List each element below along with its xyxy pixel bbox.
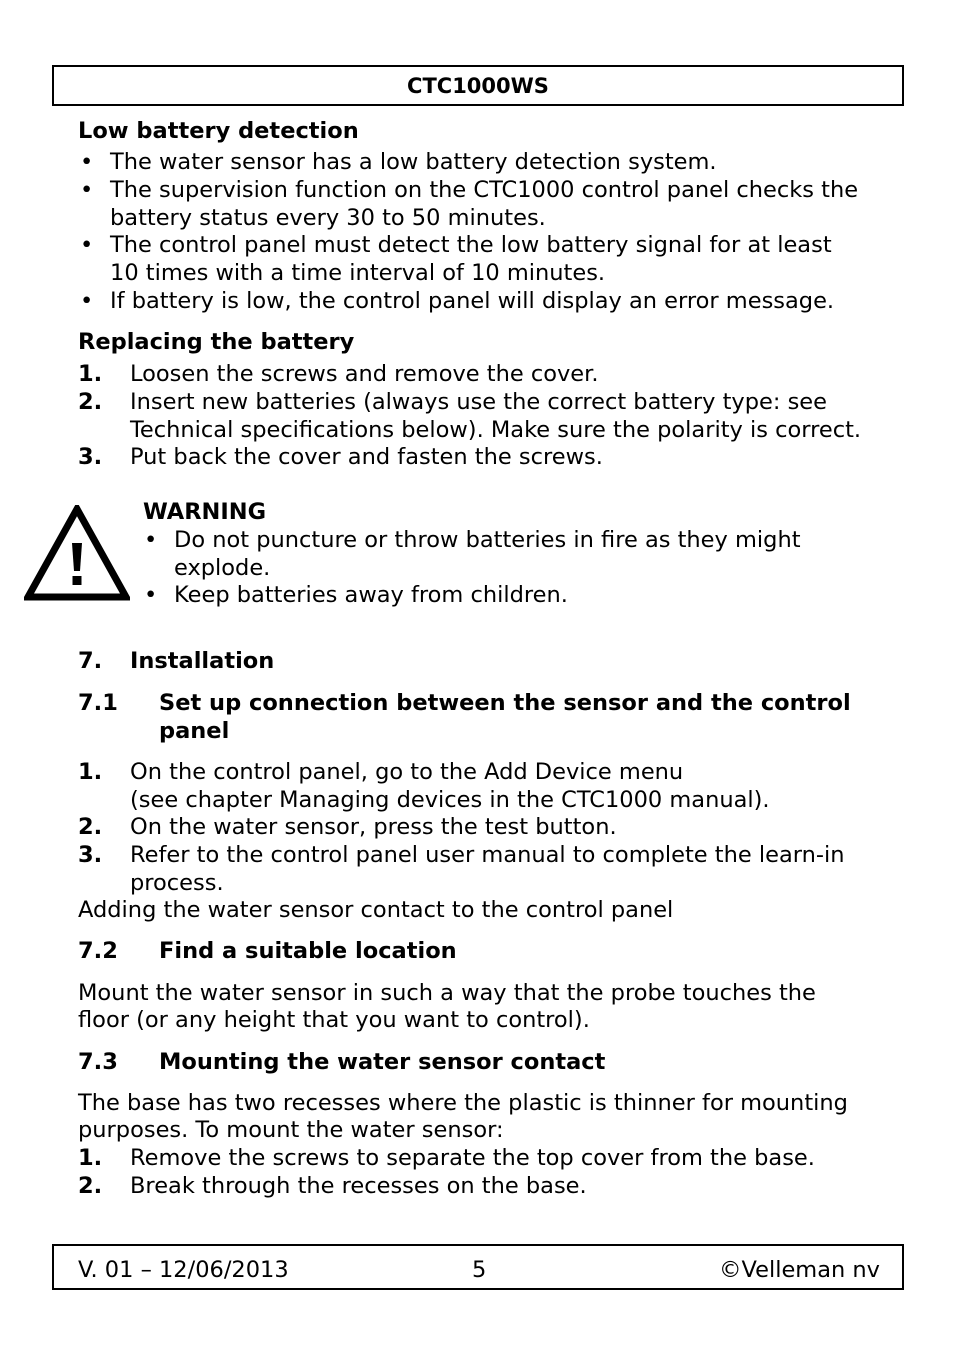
note-text: Adding the water sensor contact to the control panel: [78, 897, 674, 923]
subsection-heading: Set up connection between the sensor and the control: [159, 690, 851, 716]
page-header: [52, 65, 904, 106]
paragraph-text: purposes. To mount the water sensor:: [78, 1117, 504, 1143]
step-number: 2.: [78, 1173, 103, 1199]
bullet-icon: •: [80, 149, 94, 175]
step-text: On the control panel, go to the Add Device menu: [130, 759, 684, 785]
list-item: The water sensor has a low battery detection system.: [110, 149, 717, 175]
step-number: 2.: [78, 389, 103, 415]
step-text: Break through the recesses on the base.: [130, 1173, 587, 1199]
page-footer: [52, 1244, 904, 1290]
page-number: 5: [472, 1257, 487, 1283]
list-item: If battery is low, the control panel will display an error message.: [110, 288, 835, 314]
step-number: 1.: [78, 759, 103, 785]
step-text: Loosen the screws and remove the cover.: [130, 361, 599, 387]
step-number: 3.: [78, 444, 103, 470]
list-item-continued: battery status every 30 to 50 minutes.: [110, 205, 546, 231]
subsection-heading: Mounting the water sensor contact: [159, 1049, 606, 1075]
step-text-continued: process.: [130, 870, 224, 896]
chapter-heading: Installation: [130, 648, 275, 674]
list-item-continued: 10 times with a time interval of 10 minutes.: [110, 260, 606, 286]
list-item: The supervision function on the CTC1000 control panel checks the: [110, 177, 859, 203]
version-date: V. 01 – 12/06/2013: [78, 1257, 289, 1283]
bullet-icon: •: [80, 232, 94, 258]
paragraph-text: The base has two recesses where the plastic is thinner for mounting: [78, 1090, 848, 1116]
subsection-number: 7.1: [78, 690, 118, 716]
paragraph-text: Mount the water sensor in such a way that the probe touches the: [78, 980, 816, 1006]
warning-heading: WARNING: [143, 499, 267, 525]
warning-item: Keep batteries away from children.: [174, 582, 568, 608]
bullet-icon: •: [80, 288, 94, 314]
bullet-icon: •: [144, 582, 158, 608]
bullet-icon: •: [144, 527, 158, 553]
copyright: ©Velleman nv: [718, 1257, 880, 1283]
step-number: 3.: [78, 842, 103, 868]
section-heading-replacing-battery: Replacing the battery: [78, 329, 355, 355]
step-text: Insert new batteries (always use the correct battery type: see: [130, 389, 827, 415]
subsection-number: 7.3: [78, 1049, 118, 1075]
warning-item-continued: explode.: [174, 555, 271, 581]
subsection-heading: Find a suitable location: [159, 938, 457, 964]
warning-item: Do not puncture or throw batteries in fire as they might: [174, 527, 801, 553]
subsection-heading-continued: panel: [159, 718, 230, 744]
step-text-continued: Technical specifications below). Make sure the polarity is correct.: [130, 417, 862, 443]
step-text: On the water sensor, press the test button.: [130, 814, 617, 840]
step-text: Refer to the control panel user manual to complete the learn-in: [130, 842, 845, 868]
step-number: 2.: [78, 814, 103, 840]
subsection-number: 7.2: [78, 938, 118, 964]
document-title: CTC1000WS: [407, 74, 549, 98]
paragraph-text: floor (or any height that you want to control).: [78, 1007, 590, 1033]
step-text: Remove the screws to separate the top cover from the base.: [130, 1145, 815, 1171]
step-text: Put back the cover and fasten the screws.: [130, 444, 603, 470]
section-heading-low-battery: Low battery detection: [78, 118, 359, 144]
step-number: 1.: [78, 361, 103, 387]
bullet-icon: •: [80, 177, 94, 203]
warning-triangle-icon: [24, 505, 130, 601]
chapter-number: 7.: [78, 648, 103, 674]
step-number: 1.: [78, 1145, 103, 1171]
list-item: The control panel must detect the low battery signal for at least: [110, 232, 832, 258]
step-text-continued: (see chapter Managing devices in the CTC1000 manual).: [130, 787, 770, 813]
